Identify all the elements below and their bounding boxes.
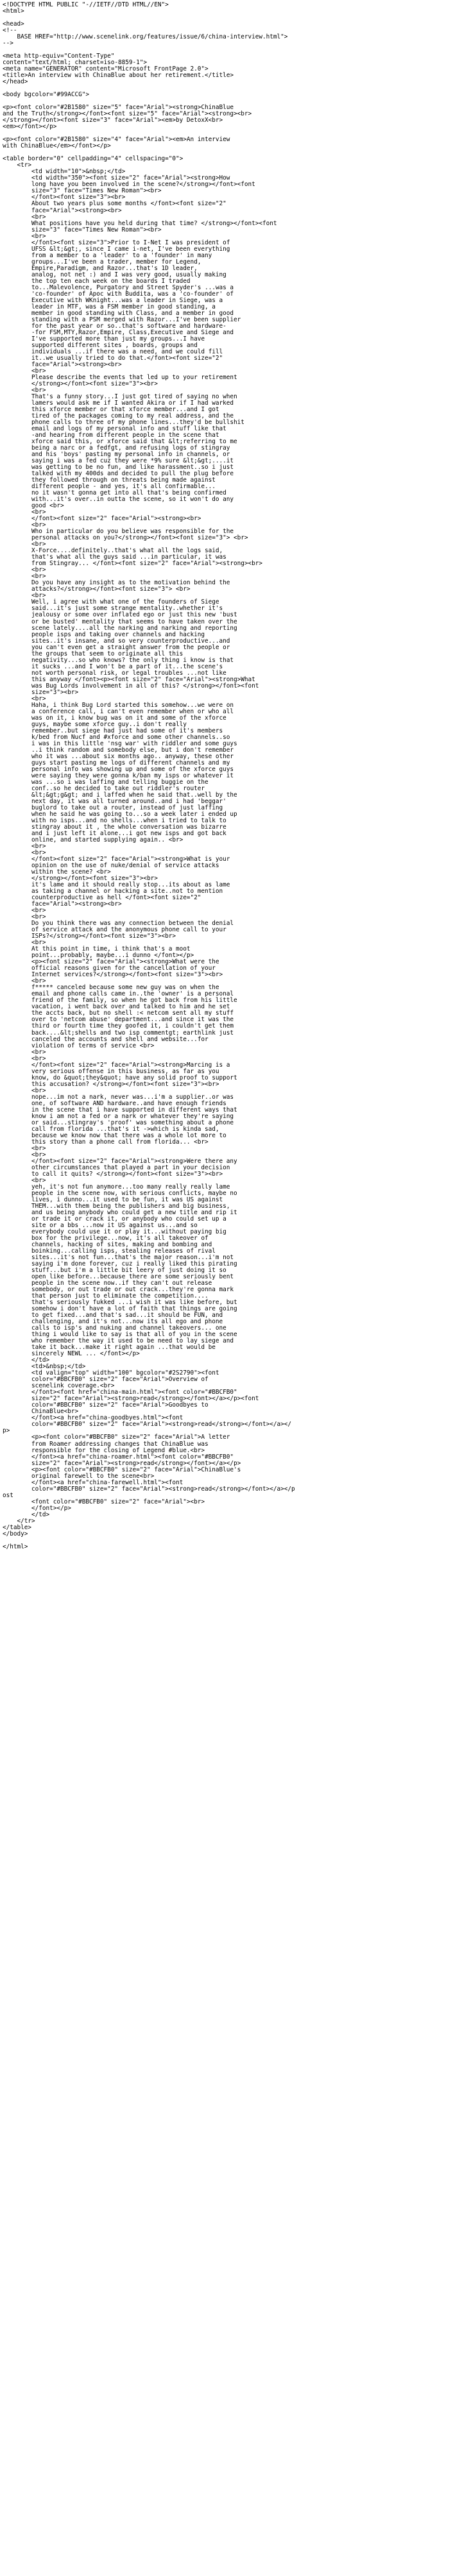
source-line: <em></font></p> xyxy=(3,123,57,131)
source-line: -for FSM,MTY,Razor,Empire, Class,Executive and Siege and xyxy=(3,328,234,336)
source-line: site or a bbs ...now it US against us...and so xyxy=(3,1221,198,1229)
source-line: a conference call, i can't even remember when or who all xyxy=(3,708,234,715)
source-line: xforce said this, or xforce said that &lt;referring to me xyxy=(3,438,237,446)
source-line: sites..it's insane, and so very counterproductive...and xyxy=(3,637,230,645)
source-line: to...Malevolence, Purgatory and Street Spyder's ...was a xyxy=(3,284,234,291)
source-line: That's a funny story...I just got tired of saying no when xyxy=(3,393,237,400)
source-line: box for the privilege...now, it's all takeover of xyxy=(3,1235,209,1242)
source-line xyxy=(3,15,459,21)
source-line: k/bed from Nucf and #xforce and some other channels..so xyxy=(3,733,230,741)
source-line: Haha, i think Bug Lord started this somehow...we were on xyxy=(3,701,234,709)
source-line: saying i'm done forever, cuz i really liked this pirating xyxy=(3,1260,237,1268)
source-line: violation of terms of service <br> xyxy=(3,1042,155,1049)
source-line: </td> xyxy=(3,1511,50,1518)
source-line: were saying they were gonna k/ban my isps or whatever it xyxy=(3,772,234,779)
source-line: or trade it or crack it, or anybody who could set up a xyxy=(3,1215,227,1223)
source-line: nope...im not a nark, never was...i'm a supplier..or was xyxy=(3,1093,234,1101)
source-line: other circumstances that played a part in your decision xyxy=(3,1164,230,1171)
source-line: conf..so he decided to take out riddler's router xyxy=(3,784,205,792)
source-line: remember..but siege had just had some of it's members xyxy=(3,727,223,734)
source-line: jealousy or some over inflated ego or just this new 'bust xyxy=(3,611,237,619)
source-line: <html> xyxy=(3,8,24,15)
source-line: i was in this little 'nsg war' with riddler and some guys xyxy=(3,740,237,747)
source-line: <br> xyxy=(3,695,46,702)
source-line: scene lately....all the narking and narking and reporting xyxy=(3,624,237,632)
source-line: sites...it's not fun...that's the major reason...i'm not xyxy=(3,1254,234,1262)
source-line: open like before...because there are some seriously bent xyxy=(3,1273,234,1281)
source-line: <td valign="top" width="100" bgcolor="#2S2790"><font xyxy=(3,1369,219,1377)
source-line: <!-- xyxy=(3,27,17,35)
source-line: people in the scene now..if they can't out release xyxy=(3,1280,212,1287)
source-line: &lt;&gt;g&gt; and i laffed when he said that..well by the xyxy=(3,791,237,799)
source-line: </font><font size="2" face="Arial"><strong><br> xyxy=(3,515,201,523)
source-line: with ChinaBlue</em></font></p> xyxy=(3,142,111,150)
source-line: content="text/html; charset=iso-8859-1"> xyxy=(3,59,148,67)
source-line: </font><font size="2" face="Arial"><strong>Were there any xyxy=(3,1157,237,1165)
source-line: email and phone calls came in..the 'owner' is a personal xyxy=(3,990,234,998)
source-line: attacks?</strong></font><font size="3"> <br> xyxy=(3,586,191,593)
source-line: BASE HREF="http://www.scenelink.org/features/issue/6/china-interview.html"> xyxy=(3,33,288,41)
source-line: to call it quits? </strong></font><font size="3"><br> xyxy=(3,1170,223,1178)
source-line: size="3" face="Times New Roman"><br> xyxy=(3,226,162,233)
source-line: <head> xyxy=(3,21,24,28)
source-line: <p><font color="#BBCFB0" size="2" face="Arial">ChinaBlue's xyxy=(3,1466,241,1473)
source-line: analog, not net :) and I was very good, usually making xyxy=(3,271,227,278)
source-line: color="#BBCFB0" size="2" face="Arial">Overview of xyxy=(3,1376,209,1384)
source-line: it's lame and it should really stop...its about as lame xyxy=(3,881,230,889)
source-line: --> xyxy=(3,40,13,47)
source-line: </font><font href="china-main.html"><font color="#BBCFB0" xyxy=(3,1389,237,1396)
source-line: and i just left it alone...i got new isps and got back xyxy=(3,830,227,838)
source-line: lamers would ask me if I wanted Akira or if I had warked xyxy=(3,399,234,407)
source-line: <br> xyxy=(3,1151,46,1158)
source-line: ISPs?</strong></font><font size="3"><br> xyxy=(3,933,176,940)
source-line: challenging, and it's not...now its all ego and phone xyxy=(3,1318,223,1326)
source-line: <br> xyxy=(3,907,46,915)
source-line: <table border="0" cellpadding="4" cellspacing="0"> xyxy=(3,155,184,163)
source-line: 'co-founder' of Apoc with Buddita, was a 'co-founder' of xyxy=(3,290,234,298)
source-line: somebody, or out trade or out crack...they're gonna mark xyxy=(3,1286,234,1294)
source-line: or be busted' mentality that seems to have taken over the xyxy=(3,618,237,625)
source-line: <meta http-equiv="Content-Type" xyxy=(3,53,115,60)
source-line: was getting to be no fun, and like harassment..so i just xyxy=(3,464,234,471)
source-line: ..i think random and somebody else, but i don't remember xyxy=(3,746,234,754)
source-line: Executive with WKnight...was a leader in Siege, was a xyxy=(3,296,223,304)
source-line: <br> xyxy=(3,978,46,985)
source-line: different people - and yes, it's all confirmable... xyxy=(3,483,216,491)
source-line: people isps and taking over channels and hacking xyxy=(3,631,205,638)
source-line: this xforce member or that xforce member...and I got xyxy=(3,405,219,413)
source-line: everybody could use it or play it...without paying big xyxy=(3,1228,227,1235)
source-line: <br> xyxy=(3,913,46,921)
source-line: somehow i don't have a lot of faith that things are going xyxy=(3,1305,237,1313)
source-line: call from florida ...that's it ->which is kinda sad, xyxy=(3,1125,219,1133)
source-line: ChinaBlue<br> xyxy=(3,1408,79,1416)
source-line: <br> xyxy=(3,541,46,548)
source-line: <!DOCTYPE HTML PUBLIC "-//IETF//DTD HTML//EN"> xyxy=(3,1,169,8)
source-line: <br> xyxy=(3,213,46,221)
source-line: the top ten each week on the boards I traded xyxy=(3,277,191,285)
source-line: member in good standing with Class, and a member in good xyxy=(3,309,234,317)
source-line: guys start pasting me logs of different channels and my xyxy=(3,759,230,767)
source-line: f***** canceled because some new guy was on when the xyxy=(3,984,219,992)
source-line: size="2" face="Arial"><strong>read</strong></font></a></p> xyxy=(3,1459,241,1467)
source-line: </body> xyxy=(3,1530,28,1538)
source-line: tired of the packages coming to my real address, and the xyxy=(3,412,234,419)
source-line: <br> xyxy=(3,1176,46,1184)
source-line: Please describe the events that led up to your retirement xyxy=(3,373,237,381)
source-line: <br> xyxy=(3,367,46,375)
source-line: </font><font size="2" face="Arial"><strong>What is your xyxy=(3,856,230,863)
source-line: this story than a phone call from florida... <br> xyxy=(3,1138,209,1146)
source-line: <br> xyxy=(3,1055,46,1062)
source-line: Who in particular do you believe was responsible for the xyxy=(3,528,234,536)
source-line: was ...so i was laffing and telling buggie on the xyxy=(3,778,209,786)
source-line: very serious offense in this business, as far as you xyxy=(3,1067,219,1075)
source-line: the groups that seem to originate all this xyxy=(3,650,184,657)
source-line: <br> xyxy=(3,1048,46,1056)
source-line: color="#BBCFB0" size="2" face="Arial"><strong>read</strong></font></a></ xyxy=(3,1421,292,1428)
source-line: </strong></font><font size="3"><br> xyxy=(3,875,158,883)
source-line: What positions have you held during that time? </strong></font><font xyxy=(3,219,277,227)
source-line: p> xyxy=(3,1427,10,1435)
source-line: scenelink coverage.<br> xyxy=(3,1382,115,1390)
source-line: </font><font size="2" face="Arial"><strong>Marcing is a xyxy=(3,1061,230,1069)
source-line: <br> xyxy=(3,509,46,516)
source-line: that person just to eliminate the competition.... xyxy=(3,1292,209,1300)
source-line: <br> xyxy=(3,849,46,857)
source-line: Internet services?</strong></font><font size="3"><br> xyxy=(3,971,223,979)
source-line: it sucks ...and I won't be a part of it...the scene's xyxy=(3,663,223,670)
source-line: </head> xyxy=(3,78,28,86)
source-line: good <br> xyxy=(3,502,64,510)
source-line: At this point in time, i think that's a moot xyxy=(3,945,191,953)
source-line: <p><font size="2" face="Arial"><strong>What were the xyxy=(3,958,219,966)
source-line: <tr> xyxy=(3,162,32,169)
source-line: -and hearing from different people in the scene that xyxy=(3,432,219,439)
source-line: online, and started supplying again.. <br> xyxy=(3,836,184,844)
source-line: supported different sites , boards, groups and xyxy=(3,341,198,349)
source-line: </font></p> xyxy=(3,1504,71,1512)
source-line: over to 'netcom abuse' department...and since it was the xyxy=(3,1016,234,1024)
source-line: within the scene? <br> xyxy=(3,869,111,876)
source-line: face="Arial"><strong><br> xyxy=(3,207,122,214)
source-line: </td> xyxy=(3,1357,50,1364)
source-line: </strong></font><font size="3" face="Arial"><em>by DetoxX<br> xyxy=(3,117,223,124)
source-line: individuals ...if there was a need, and we could fill xyxy=(3,348,223,355)
source-line: it..we usually tried to do that.</font><font size="2" xyxy=(3,354,223,362)
source-line: this accusation? </strong></font><font size="3"><br> xyxy=(3,1080,219,1088)
source-line: <title>An interview with ChinaBlue about her retirement.</title> xyxy=(3,72,234,80)
source-line: from Stingray... </font><font size="2" face="Arial"><strong><br> xyxy=(3,560,263,568)
source-line: </tr> xyxy=(3,1517,35,1525)
source-line: in the scene that i have supported in different ways that xyxy=(3,1106,237,1114)
source-line: personal attacks on you?</strong></font><font size="3"> <br> xyxy=(3,534,248,542)
source-line: <br> xyxy=(3,386,46,394)
source-line: not worth personal risk, or legal troubles ...not like xyxy=(3,669,227,677)
source-line: ost xyxy=(3,1491,13,1499)
source-line: </font><font size="3">Prior to I-Net I was president of xyxy=(3,239,230,246)
source-line: point...probably, maybe...i dunno </font></p> xyxy=(3,952,194,960)
source-line: they followed through on threats being made against xyxy=(3,477,216,484)
source-line: color="#BBCFB0" size="2" face="Arial"><strong>read</strong></font></a></p xyxy=(3,1485,295,1493)
source-line: size="3"><br> xyxy=(3,688,79,696)
source-line: </font><font size="3"><br> xyxy=(3,194,126,201)
source-line: lives, i dunno...it used to be fun, it was US against xyxy=(3,1196,223,1203)
source-line: standing with a PSM merged with Razor...I've been supplier xyxy=(3,316,241,323)
source-line: next day, it was all turned around..and i had 'beggar' xyxy=(3,797,227,805)
source-line: <br> xyxy=(3,566,46,574)
source-line: talked with my 400ds and decided to pull the plug before xyxy=(3,470,234,478)
source-line: </font><a href="china-farewell.html"><font xyxy=(3,1479,184,1486)
source-line: or said...stingray's 'proof' was something about a phone xyxy=(3,1119,234,1126)
source-line: boinking...calling isps, stealing releases of rival xyxy=(3,1248,216,1255)
source-line: with...it's over..in outta the scene, so it won't do any xyxy=(3,496,234,504)
source-line: third or fourth time they goofed it, i couldn't get them xyxy=(3,1022,234,1030)
source-line: when he said he was going to...so a week later i ended up xyxy=(3,810,237,818)
source-line: I've supported more than just my groups...I have xyxy=(3,335,205,343)
source-line: <br> xyxy=(3,232,46,240)
source-line: as taking a channel or hacking a site..not to mention xyxy=(3,888,223,895)
source-line: phone calls to three of my phone lines...they'd be bullshit xyxy=(3,419,244,427)
source-line: from Roamer addressing changes that ChinaBlue was xyxy=(3,1440,209,1448)
source-line: <p><font color="#BBCFB0" size="2" face="Arial">A letter xyxy=(3,1434,230,1441)
source-line: Do you have any insight as to the motivation behind the xyxy=(3,579,230,587)
source-line: <p><font color="#2B1580" size="4" face="Arial"><em>An interview xyxy=(3,136,230,144)
source-line: stingray about it , the whole conversation was bizarre xyxy=(3,824,227,831)
source-line: counterproductive as hell </font><font size="2" xyxy=(3,894,201,902)
source-line: </font><a href="china-roamer.html"><font color="#BBCFB0" xyxy=(3,1453,234,1461)
source-line: channels, hacking of sites, making and bombing and xyxy=(3,1241,212,1249)
source-line: responsible for the closing of Legend #blue.<br> xyxy=(3,1446,205,1454)
source-line: one, of software AND hardware..and have enough friends xyxy=(3,1099,227,1107)
source-line: <body bgcolor="#99ACCG"> xyxy=(3,91,90,99)
source-line: <td>&nbsp;</td> xyxy=(3,1363,86,1371)
source-line: <br> xyxy=(3,573,46,580)
source-line: <br> xyxy=(3,939,46,947)
source-line: back....&lt;shells and two isp commentgt; earthlink just xyxy=(3,1029,234,1037)
source-line: sincerely NEWL ... </font></p> xyxy=(3,1350,140,1358)
source-line: and us being anybody who could get a new title and rip it xyxy=(3,1208,237,1216)
source-line: official reasons given for the cancellation of your xyxy=(3,965,216,972)
source-line xyxy=(3,1538,459,1544)
source-line: </html> xyxy=(3,1543,28,1550)
source-line: </strong></font><font size="3"><br> xyxy=(3,380,158,387)
source-line: size="3" face="Times New Roman"><br> xyxy=(3,187,162,195)
source-line: you can't even get a straight answer from the people or xyxy=(3,643,230,651)
source-line: stuff...but i'm a little bit leery of just doing it so xyxy=(3,1267,227,1275)
source-line: saying i was a fed cuz they were *9% sure &lt;&gt;....it xyxy=(3,457,234,465)
source-line: About two years plus some months </font><font size="2" xyxy=(3,200,227,208)
source-line: know, do &quot;they&quot; have any solid proof to support xyxy=(3,1074,237,1081)
source-line: personal info was showing up and some of the xforce guys xyxy=(3,765,234,773)
source-line: Well, i agree with what one of the founders of Siege xyxy=(3,598,219,606)
source-line: calls to isp's and nuking and channel takeovers... one xyxy=(3,1325,227,1332)
source-line: leader in MTF, was a FSM member in good standing, a xyxy=(3,303,216,310)
source-line: color="#BBCFB0" size="2" face="Arial">Goodbyes to xyxy=(3,1402,209,1409)
source-line: with no isps...and no shells...when i tried to talk to xyxy=(3,817,227,824)
source-line: vacation, i went back over and talked to him and he set xyxy=(3,1003,230,1011)
source-line: <td width="350"><font size="2" face="Arial"><strong>How xyxy=(3,174,230,182)
source-line: UFSS &lt;&gt;, since I came i-net, I've been everything xyxy=(3,245,230,253)
source-line: yeh, it's not fun anymore...too many really really lame xyxy=(3,1183,230,1191)
source-line: that's what all the guys said ...in particular, it was xyxy=(3,554,227,561)
source-line: buglord to take out a router, instead of just laffing xyxy=(3,804,223,811)
source-line: face="Arial"><strong><br> xyxy=(3,360,122,368)
source-line: thing i would like to say is that all of you in the scene xyxy=(3,1331,237,1339)
source-line: was on it, i know bug was on it and some of the xforce xyxy=(3,714,227,722)
source-line: THEM...with them being the publishers and big business, xyxy=(3,1202,230,1210)
source-line: know i am not a fed or a nark or whatever they're saying xyxy=(3,1112,234,1120)
source-line: <br> xyxy=(3,592,46,600)
source-line: <td width="10">&nbsp;</td> xyxy=(3,168,126,176)
source-line: <meta name="GENERATOR" content="Microsoft FrontPage 2.0"> xyxy=(3,65,209,73)
source-line: X-Force....definitely..that's what all the logs said, xyxy=(3,547,223,555)
source-line: Empire,Paradigm, and Razor...that's 1D leader, xyxy=(3,264,198,272)
source-line: groups...I've been a trader, member for Legend, xyxy=(3,258,201,266)
source-line: </table> xyxy=(3,1523,32,1531)
source-line: guys, maybe some xforce guy..i don't really xyxy=(3,720,187,728)
source-line: to get fixed...and that's sad...it should be FUN, and xyxy=(3,1312,223,1319)
source-line: because we know now that there was a whole lot more to xyxy=(3,1131,227,1139)
source-line: from a member to a 'leader' to a 'founder' in many xyxy=(3,251,212,259)
source-line: face="Arial"><strong><br> xyxy=(3,901,122,908)
source-line: Do you think there was any connection between the denial xyxy=(3,920,234,928)
source-line: <font color="#BBCFB0" size="2" face="Arial"><br> xyxy=(3,1498,205,1505)
source-line: <br> xyxy=(3,1144,46,1152)
source-line: </font><a href="china-goodbyes.html"><font xyxy=(3,1414,184,1422)
source-line: said...it's just some strange mentality..whether it's xyxy=(3,605,223,613)
source-line: and his 'boys' pasting my personal info in channels, or xyxy=(3,451,230,459)
source-line: <br> xyxy=(3,521,46,529)
source-line: take it back...make it right again ...that would be xyxy=(3,1344,216,1352)
source-line: canceled the accounts and shell and website...for xyxy=(3,1035,209,1043)
source-line: email and logs of my personal info and stuff like that xyxy=(3,425,227,433)
source-line: that's seriously fukked ...i wish it was like before, but xyxy=(3,1299,237,1307)
source-line: who it was ...about six months ago.. anyway, these other xyxy=(3,752,234,760)
source-line: original farewell to the scene<br> xyxy=(3,1472,155,1480)
source-line: <p><font color="#2B1580" size="5" face="Arial"><strong>ChinaBlue xyxy=(3,104,234,112)
source-line: size="2" face="Arial"><strong>read</strong></font></a></p><font xyxy=(3,1395,259,1403)
source-line: for the past year or so..that's software and hardware- xyxy=(3,322,227,330)
source-line: friend of the family, so when he got back from his little xyxy=(3,997,237,1004)
source-line: who remember the way it used to be need to lay siege and xyxy=(3,1337,234,1345)
source-line: opinion on the use of nuke/denial of service attacks xyxy=(3,862,219,870)
source-line: <br> xyxy=(3,843,46,851)
source-line: of service attack and the anonymous phone call to your xyxy=(3,926,227,934)
source-line: negativity...so who knows? the only thing i know is that xyxy=(3,656,234,664)
source-line: people in the scene now, with serious conflicts, maybe no xyxy=(3,1189,237,1197)
source-line: no it wasn't gonna get into all that's being confirmed xyxy=(3,489,227,497)
source-line: was Bug Lords involvement in all of this? </strong></font><font xyxy=(3,682,259,690)
source-line: <br> xyxy=(3,1087,46,1094)
source-line: being a narc or a fedfgt, and refusing logs of stingray xyxy=(3,445,230,452)
source-line: long have you been involved in the scene?</strong></font><font xyxy=(3,181,255,189)
source-line: and the Truth</strong></font><font size="5" face="Arial"><strong><br> xyxy=(3,110,252,118)
source-line: the accts back, but no shell :< netcom sent all my stuff xyxy=(3,1010,234,1017)
source-line: this anyway </font><p><font size="2" face="Arial"><strong>What xyxy=(3,675,255,683)
